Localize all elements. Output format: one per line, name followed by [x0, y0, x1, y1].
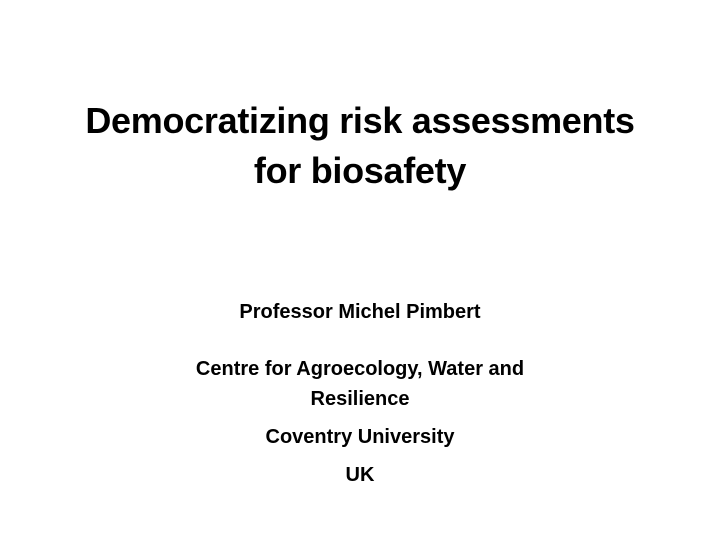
- slide-title: [40, 96, 680, 196]
- affiliation-line-3: Coventry University: [265, 426, 455, 448]
- affiliation-line-4: UK: [345, 464, 375, 486]
- title-line-1: Democratizing risk assessments: [85, 100, 635, 141]
- affiliation-line-1: Centre for Agroecology, Water and: [195, 358, 525, 380]
- affiliation: [120, 354, 600, 490]
- presenter-name: Professor Michel Pimbert: [239, 301, 481, 323]
- affiliation-line-2: Resilience: [310, 388, 410, 410]
- title-line-2: for biosafety: [253, 150, 467, 191]
